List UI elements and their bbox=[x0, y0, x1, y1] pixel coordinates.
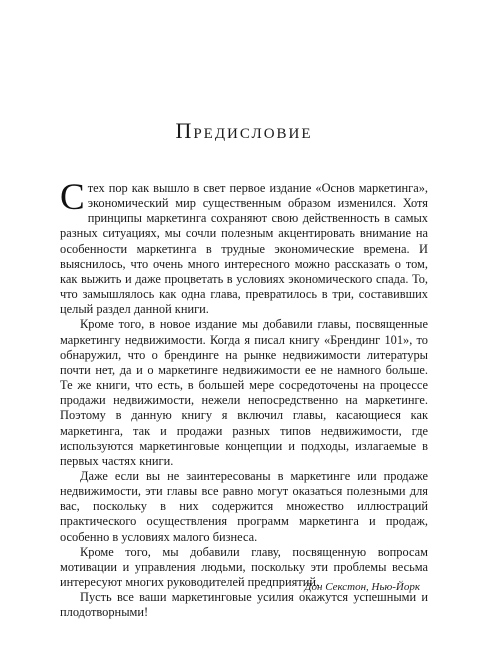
paragraph-4: Кроме того, мы добавили главу, посвященную вопросам мотивации и управления людьми, поскольку эти проблемы весьма интересуют многих руководителей предприятий. bbox=[60, 544, 428, 590]
preface-body bbox=[60, 177, 428, 621]
paragraph-1-text: тех пор как вышло в свет первое издание «Основ маркетинга», экономический мир существенным образом изменился. Хотя принципы маркетинга сохраняют свою действенность в самых разных ситуациях, мы сочли полезным акцентировать внимание на особенности маркетинга в трудные экономические времена. И выяснилось, что очень много интересного можно рассказать о том, как выжить и даже процветать в условиях экономического спада. То, что замышлялось как одна глава, превратилось в три, составивших целый раздел данной книги. bbox=[60, 181, 428, 317]
paragraph-5: Пусть все ваши маркетинговые усилия окажутся успешными и плодотворными! bbox=[60, 590, 428, 620]
paragraph-3: Даже если вы не заинтересованы в маркетинге или продаже недвижимости, эти главы все равно могут оказаться полезными для вас, поскольку в них содержится множество иллюстраций практического осуществления программ маркетинга и продаж, особенно в условиях малого бизнеса. bbox=[60, 468, 428, 544]
chapter-title: Предисловие bbox=[175, 118, 313, 143]
paragraph-2: Кроме того, в новое издание мы добавили главы, посвященные маркетингу недвижимости. Когда я писал книгу «Брендинг 101», то обнаружил, что о брендинге на рынке недвижимости литературы почти нет, да и о маркетинге недвижимости ее не намного больше. Те же книги, что есть, в большей мере сосредоточены на процессе продажи недвижимости, нежели непосредственно на маркетинге. Поэтому в данную книгу я включил главы, касающиеся как маркетинга, так и продажи разных типов недвижимости, где используются маркетинговые концепции и подходы, излагаемые в первых частях книги. bbox=[60, 317, 428, 468]
paragraph-1 bbox=[60, 177, 428, 317]
author-signature: Дон Секстон, Нью-Йорк bbox=[304, 581, 420, 593]
drop-cap: С bbox=[60, 177, 85, 218]
